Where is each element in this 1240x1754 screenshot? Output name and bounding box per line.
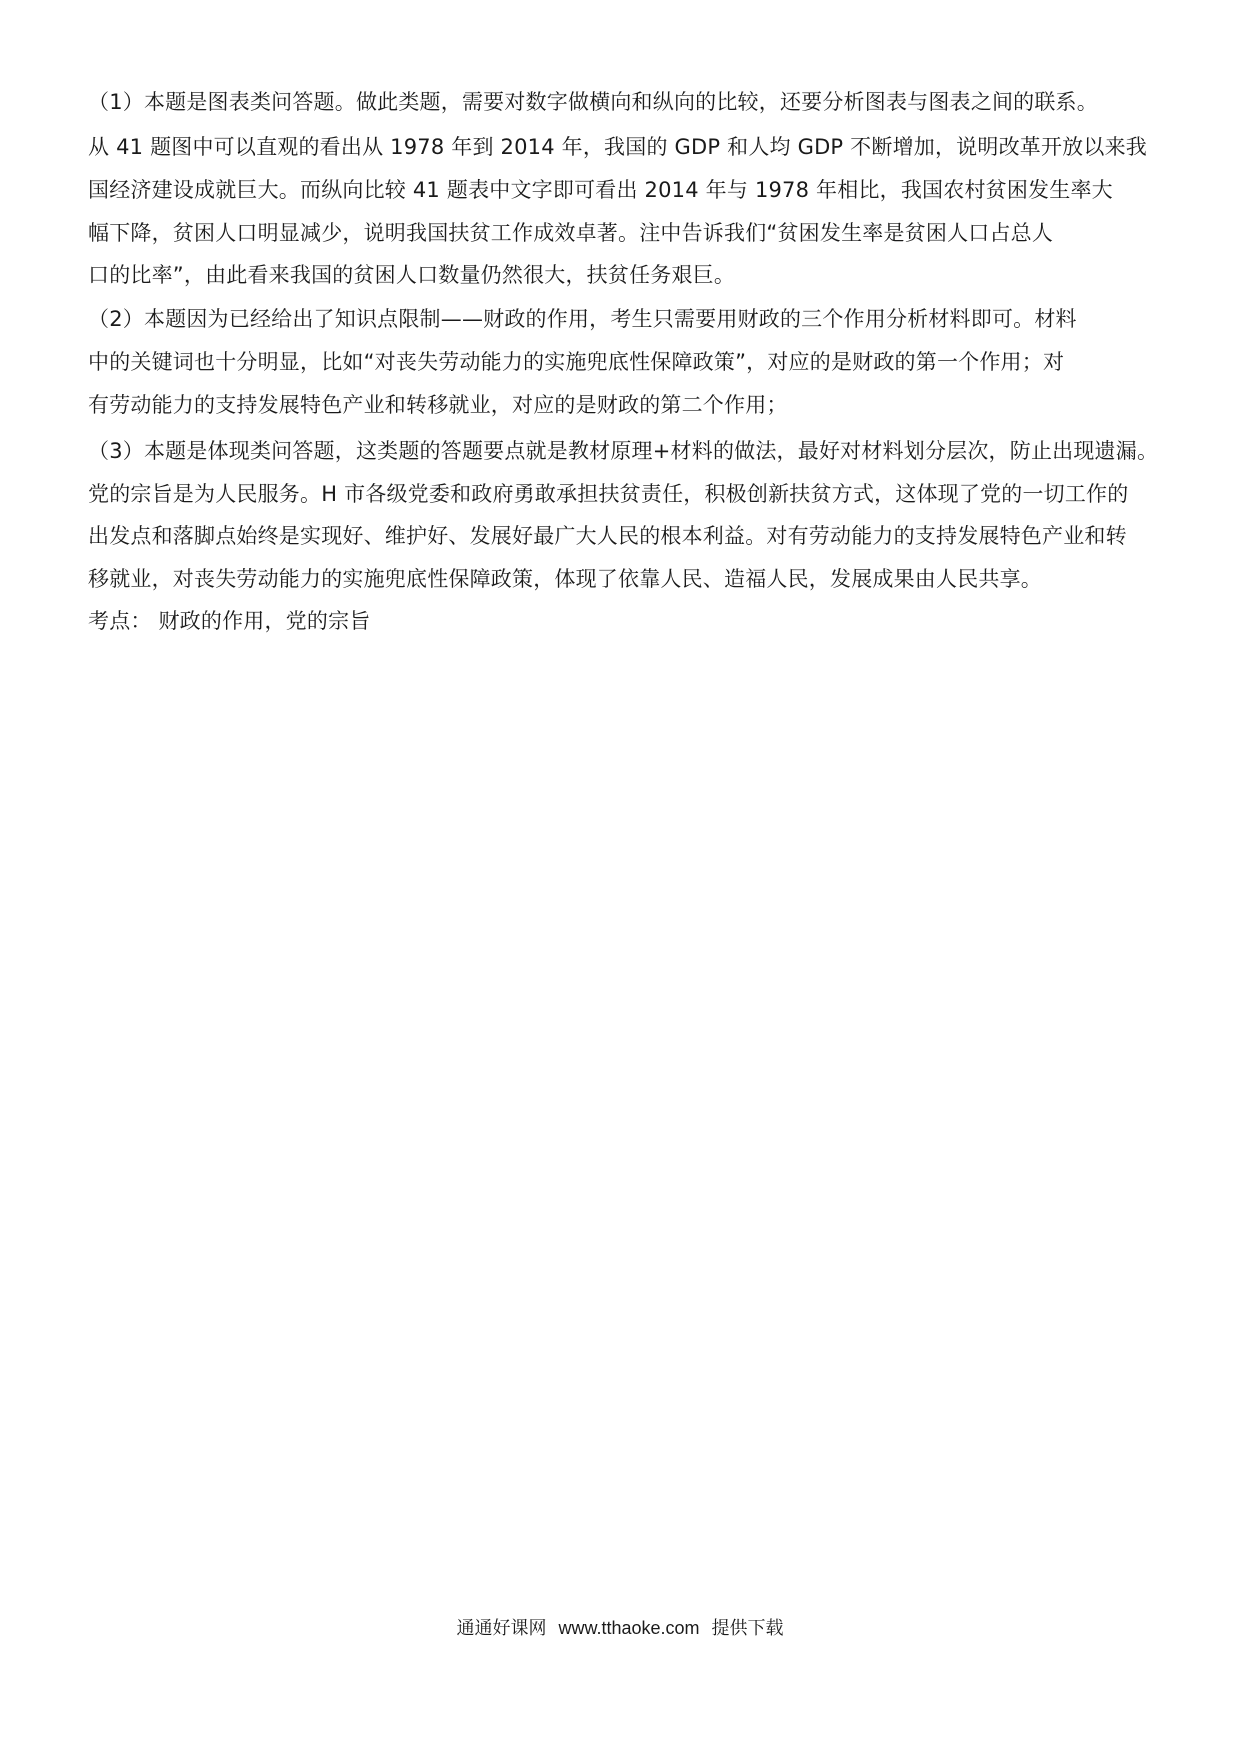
text-line: 中的关键词也十分明显，比如“对丧失劳动能力的实施兜底性保障政策”，对应的是财政的第一个作用；对	[88, 350, 1065, 374]
text-line: 从 41 题图中可以直观的看出从 1978 年到 2014 年，我国的 GDP 和人均 GDP 不断增加，说明改革开放以来我	[88, 135, 1147, 159]
page-footer	[0, 1616, 1240, 1640]
footer-suffix: 提供下载	[711, 1618, 784, 1638]
text-line: 移就业，对丧失劳动能力的实施兜底性保障政策，体现了依靠人民、造福人民，发展成果由人民共享。	[88, 567, 1042, 591]
text-line: （1）本题是图表类问答题。做此类题，需要对数字做横向和纵向的比较，还要分析图表与图表之间的联系。	[88, 90, 1098, 114]
text-line: 党的宗旨是为人民服务。H 市各级党委和政府勇敢承担扶贫责任，积极创新扶贫方式，这体现了党的一切工作的	[88, 482, 1129, 506]
text-line: （3）本题是体现类问答题，这类题的答题要点就是教材原理+材料的做法，最好对材料划分层次，防止出现遗漏。	[88, 439, 1159, 463]
text-line: 出发点和落脚点始终是实现好、维护好、发展好最广大人民的根本利益。对有劳动能力的支持发展特色产业和转	[88, 524, 1127, 548]
text-line: 有劳动能力的支持发展特色产业和转移就业，对应的是财政的第二个作用；	[88, 393, 788, 417]
text-line: 幅下降，贫困人口明显减少，说明我国扶贫工作成效卓著。注中告诉我们“贫困发生率是贫困人口占总人	[88, 221, 1054, 245]
footer-site-name: 通通好课网	[456, 1618, 547, 1638]
text-line: 口的比率”，由此看来我国的贫困人口数量仍然很大，扶贫任务艰巨。	[88, 263, 736, 287]
key-points: 考点： 财政的作用，党的宗旨	[88, 609, 371, 633]
text-line: 国经济建设成就巨大。而纵向比较 41 题表中文字即可看出 2014 年与 1978 年相比，我国农村贫困发生率大	[88, 178, 1113, 202]
footer-url[interactable]: www.tthaoke.com	[558, 1618, 700, 1638]
text-line: （2）本题因为已经给出了知识点限制——财政的作用，考生只需要用财政的三个作用分析材料即可。材料	[88, 307, 1077, 331]
